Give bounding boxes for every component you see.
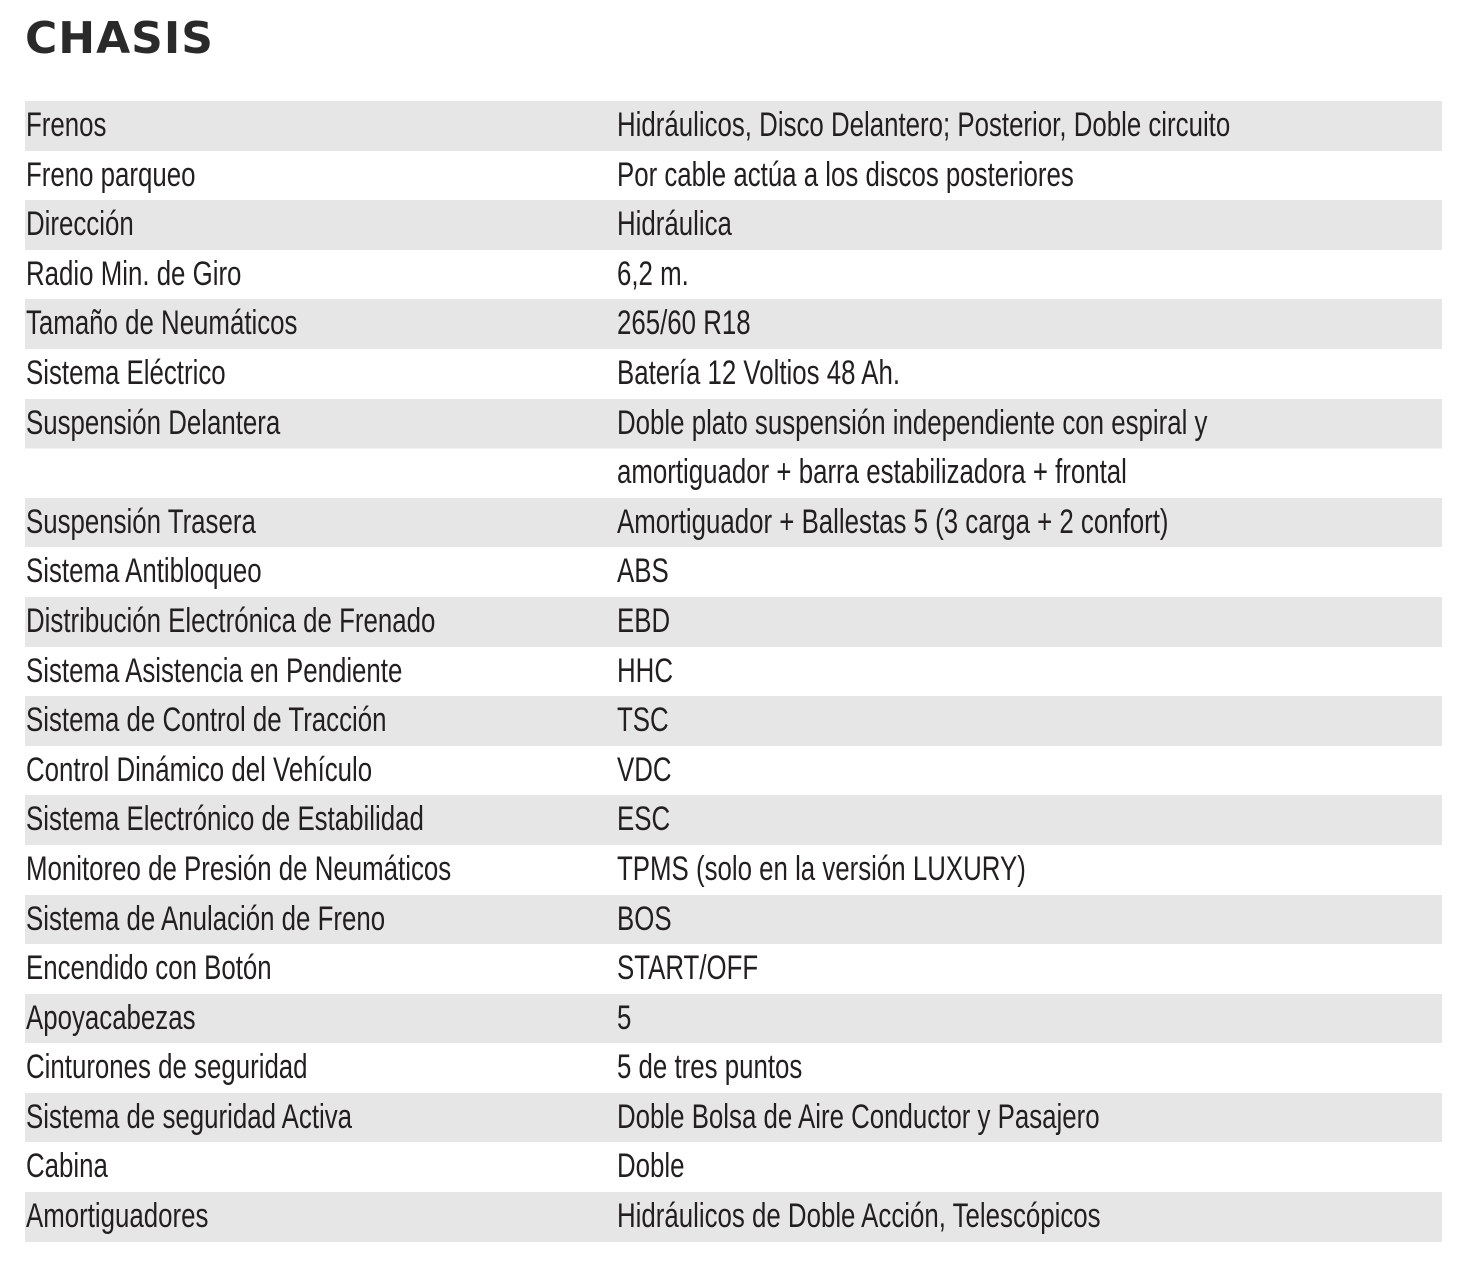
spec-row [25, 944, 1442, 994]
spec-row [25, 299, 1442, 349]
spec-value-line [617, 151, 1352, 201]
spec-value-line [617, 250, 1352, 300]
spec-value-line [617, 299, 1352, 349]
spec-label [25, 1093, 617, 1143]
spec-label [25, 647, 617, 697]
spec-value-text: BOS [617, 899, 672, 938]
spec-value-line [617, 200, 1352, 250]
spec-value [617, 597, 1442, 647]
spec-label [25, 200, 617, 250]
spec-value [617, 746, 1442, 796]
spec-value-text: HHC [617, 651, 673, 690]
spec-value-text: ABS [617, 552, 669, 591]
spec-value-line [617, 696, 1352, 746]
spec-label [25, 498, 617, 548]
spec-row [25, 647, 1442, 697]
spec-label [25, 101, 617, 151]
spec-value-text: EBD [617, 601, 671, 640]
spec-label [25, 1192, 617, 1242]
spec-label-text: Cabina [26, 1147, 108, 1186]
spec-value-text: Batería 12 Voltios 48 Ah. [617, 353, 901, 392]
spec-value-line [617, 349, 1352, 399]
spec-row [25, 1142, 1442, 1192]
spec-value-text: Doble Bolsa de Aire Conductor y Pasajero [617, 1097, 1100, 1136]
spec-row [25, 349, 1442, 399]
spec-label [25, 795, 617, 845]
spec-label-text: Sistema Eléctrico [26, 353, 226, 392]
spec-label-text: Tamaño de Neumáticos [26, 304, 298, 343]
spec-value [617, 498, 1442, 548]
spec-value [617, 994, 1442, 1044]
spec-label [25, 746, 617, 796]
spec-label-text: Cinturones de seguridad [26, 1048, 308, 1087]
spec-value-text: Doble [617, 1147, 685, 1186]
spec-value [617, 200, 1442, 250]
spec-label [25, 696, 617, 746]
spec-label [25, 1142, 617, 1192]
spec-value [617, 399, 1476, 498]
spec-value [617, 845, 1442, 895]
spec-label-text: Suspensión Trasera [26, 502, 256, 541]
spec-label-text: Freno parqueo [26, 155, 196, 194]
spec-value-text: 5 de tres puntos [617, 1048, 803, 1087]
spec-value [617, 1093, 1442, 1143]
spec-value-text: Hidráulica [617, 205, 732, 244]
spec-label [25, 994, 617, 1044]
spec-label-text: Sistema de seguridad Activa [26, 1097, 353, 1136]
spec-label-text: Sistema Antibloqueo [26, 552, 262, 591]
spec-label [25, 250, 617, 300]
spec-value-line [617, 498, 1352, 548]
spec-label-text: Monitoreo de Presión de Neumáticos [26, 849, 452, 888]
spec-row [25, 250, 1442, 300]
spec-label [25, 597, 617, 647]
spec-row [25, 1043, 1442, 1093]
spec-label-text: Amortiguadores [26, 1197, 209, 1236]
spec-row [25, 200, 1442, 250]
spec-value-line [617, 597, 1352, 647]
spec-value-line [617, 1093, 1352, 1143]
spec-value [617, 547, 1442, 597]
spec-label [25, 944, 617, 994]
spec-value-text: 265/60 R18 [617, 304, 751, 343]
spec-value [617, 795, 1442, 845]
spec-label-text: Encendido con Botón [26, 949, 272, 988]
spec-label-text: Suspensión Delantera [26, 403, 281, 442]
spec-value-line [617, 746, 1352, 796]
spec-value-text: ESC [617, 800, 671, 839]
spec-row [25, 498, 1442, 548]
spec-label [25, 151, 617, 201]
spec-value-line [617, 1142, 1352, 1192]
spec-value-line [617, 1043, 1352, 1093]
spec-label-text: Dirección [26, 205, 134, 244]
spec-label [25, 547, 617, 597]
page-title: CHASIS [25, 13, 214, 64]
spec-value-text: TPMS (solo en la versión LUXURY) [617, 849, 1026, 888]
spec-label-text: Sistema de Control de Tracción [26, 701, 387, 740]
spec-row [25, 151, 1442, 201]
spec-row [25, 399, 1442, 498]
spec-label-text: Radio Min. de Giro [26, 254, 242, 293]
spec-value-line [617, 795, 1352, 845]
spec-row [25, 895, 1442, 945]
spec-label-text: Sistema Electrónico de Estabilidad [26, 800, 424, 839]
spec-value [617, 647, 1442, 697]
spec-value [617, 895, 1442, 945]
spec-row [25, 1192, 1442, 1242]
spec-row [25, 845, 1442, 895]
spec-value-text: START/OFF [617, 949, 759, 988]
spec-value-line [617, 845, 1352, 895]
spec-row [25, 994, 1442, 1044]
spec-row [25, 746, 1442, 796]
spec-label-text: Sistema de Anulación de Freno [26, 899, 386, 938]
spec-value-line [617, 448, 1394, 498]
spec-value-line [617, 399, 1394, 449]
spec-value [617, 101, 1476, 151]
spec-value [617, 299, 1442, 349]
spec-row [25, 696, 1442, 746]
spec-label-text: Control Dinámico del Vehículo [26, 750, 373, 789]
spec-label-text: Frenos [26, 106, 107, 144]
spec-value [617, 1192, 1442, 1242]
spec-value-line [617, 547, 1352, 597]
spec-row [25, 597, 1442, 647]
spec-row [25, 795, 1442, 845]
spec-value-text: Doble plato suspensión independiente con espiral y [617, 403, 1208, 442]
spec-value-line [617, 1192, 1352, 1242]
spec-label [25, 895, 617, 945]
spec-row [25, 101, 1442, 151]
spec-label [25, 845, 617, 895]
spec-value-text: VDC [617, 750, 672, 789]
spec-value-text: 5 [617, 998, 632, 1037]
spec-value [617, 349, 1442, 399]
spec-table [25, 101, 1442, 1242]
spec-value [617, 250, 1442, 300]
spec-value-line [617, 101, 1424, 151]
spec-value-line [617, 895, 1352, 945]
spec-value [617, 1142, 1442, 1192]
spec-value-line [617, 647, 1352, 697]
spec-value-text: TSC [617, 701, 669, 740]
spec-value-text: Amortiguador + Ballestas 5 (3 carga + 2 confort) [617, 502, 1169, 541]
spec-row [25, 547, 1442, 597]
spec-label [25, 299, 617, 349]
spec-label [25, 1043, 617, 1093]
spec-value-text: Hidráulicos, Disco Delantero; Posterior, Doble circuito [617, 106, 1231, 144]
spec-label-text: Distribución Electrónica de Frenado [26, 601, 436, 640]
spec-row [25, 1093, 1442, 1143]
spec-value [617, 151, 1442, 201]
spec-label [25, 399, 617, 498]
spec-value [617, 944, 1442, 994]
spec-value-text: Hidráulicos de Doble Acción, Telescópicos [617, 1197, 1101, 1236]
spec-value [617, 696, 1442, 746]
spec-value-line [617, 994, 1352, 1044]
spec-value-line [617, 944, 1352, 994]
spec-label-text: Sistema Asistencia en Pendiente [26, 651, 403, 690]
spec-value-text: Por cable actúa a los discos posteriores [617, 155, 1074, 194]
spec-value-text: 6,2 m. [617, 254, 689, 293]
spec-label-text: Apoyacabezas [26, 998, 196, 1037]
spec-value-text: amortiguador + barra estabilizadora + frontal [617, 453, 1127, 492]
spec-value [617, 1043, 1442, 1093]
spec-label [25, 349, 617, 399]
